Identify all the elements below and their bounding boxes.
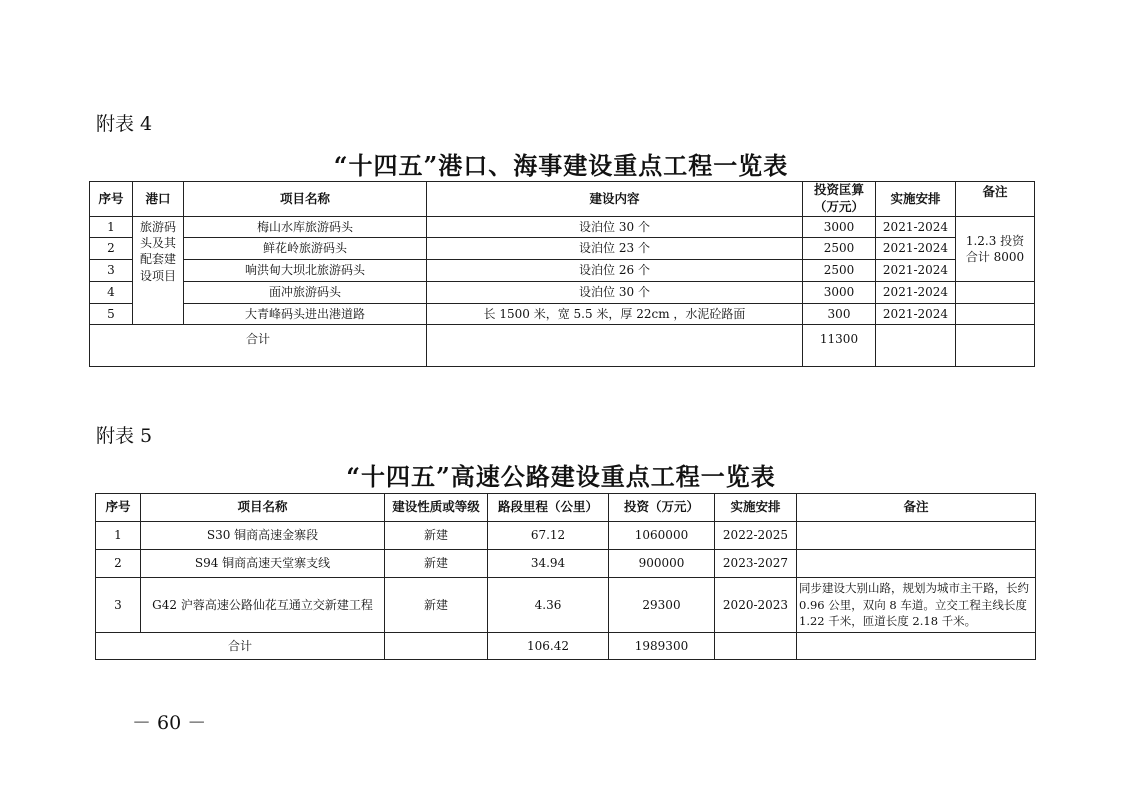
row-nature: 新建: [385, 550, 488, 578]
row-invest: 3000: [803, 282, 876, 304]
port-group-cell: 旅游码头及其配套建设项目: [133, 217, 184, 325]
row-seq: 5: [90, 304, 133, 325]
header-nature: 建设性质或等级: [385, 494, 488, 522]
header-content: 建设内容: [427, 182, 803, 217]
row-content: 设泊位 30 个: [427, 282, 803, 304]
total-note: [956, 325, 1035, 367]
annex-5-title: “十四五”高速公路建设重点工程一览表: [346, 462, 776, 491]
port-projects-table: [89, 181, 1035, 367]
row-nature: 新建: [385, 578, 488, 633]
header-name: 项目名称: [184, 182, 427, 217]
row-seq: 1: [96, 522, 141, 550]
table-row: [96, 578, 1036, 633]
header-schedule: 实施安排: [715, 494, 797, 522]
total-row: [90, 325, 1035, 367]
total-label: 合计: [90, 325, 427, 367]
header-note: 备注: [797, 494, 1036, 522]
row-invest: 2500: [803, 238, 876, 260]
table-row: [90, 304, 1035, 325]
row-invest: 29300: [609, 578, 715, 633]
header-name: 项目名称: [141, 494, 385, 522]
table-row: [90, 282, 1035, 304]
table-header-row: [96, 494, 1036, 522]
table-row: [90, 217, 1035, 238]
row-schedule: 2023-2027: [715, 550, 797, 578]
total-invest: 1989300: [609, 633, 715, 660]
row-invest: 300: [803, 304, 876, 325]
row-schedule: 2021-2024: [876, 238, 956, 260]
total-invest: 11300: [803, 325, 876, 367]
row-note: [956, 282, 1035, 304]
row-seq: 1: [90, 217, 133, 238]
row-invest: 2500: [803, 260, 876, 282]
row-schedule: 2021-2024: [876, 304, 956, 325]
total-schedule: [876, 325, 956, 367]
row-length: 34.94: [488, 550, 609, 578]
row-content: 设泊位 26 个: [427, 260, 803, 282]
total-label: 合计: [96, 633, 385, 660]
header-note: 备注: [956, 182, 1035, 217]
row-seq: 4: [90, 282, 133, 304]
annex-4-label: 附表 4: [96, 113, 153, 135]
header-invest-line1: 投资匡算: [813, 182, 864, 198]
row-length: 67.12: [488, 522, 609, 550]
total-nature: [385, 633, 488, 660]
row-schedule: 2021-2024: [876, 260, 956, 282]
header-length: 路段里程（公里）: [488, 494, 609, 522]
row-schedule: 2021-2024: [876, 217, 956, 238]
row-seq: 2: [90, 238, 133, 260]
row-note: [797, 522, 1036, 550]
annex-4-title: “十四五”港口、海事建设重点工程一览表: [333, 151, 789, 180]
header-port: 港口: [133, 182, 184, 217]
row-name: 响洪甸大坝北旅游码头: [184, 260, 427, 282]
expressway-projects-table: [95, 493, 1036, 660]
table-row: [96, 522, 1036, 550]
row-name: 鲜花岭旅游码头: [184, 238, 427, 260]
row-name: 面冲旅游码头: [184, 282, 427, 304]
row-note: [956, 304, 1035, 325]
row-content: 设泊位 23 个: [427, 238, 803, 260]
table-row: [96, 550, 1036, 578]
row-name: 大青峰码头进出港道路: [184, 304, 427, 325]
header-seq: 序号: [96, 494, 141, 522]
total-schedule: [715, 633, 797, 660]
header-invest: [803, 182, 876, 217]
row-seq: 3: [96, 578, 141, 633]
row-invest: 900000: [609, 550, 715, 578]
row-content: 设泊位 30 个: [427, 217, 803, 238]
table-row: [90, 260, 1035, 282]
row-name: S94 铜商高速天堂寨支线: [141, 550, 385, 578]
row-note: 同步建设大别山路，规划为城市主干路，长约 0.96 公里，双向 8 车道。立交工程主线长度 1.22 千米，匝道长度 2.18 千米。: [797, 578, 1036, 633]
page-number: － 60 －: [132, 712, 207, 734]
total-note: [797, 633, 1036, 660]
row-schedule: 2020-2023: [715, 578, 797, 633]
row-schedule: 2021-2024: [876, 282, 956, 304]
total-length: 106.42: [488, 633, 609, 660]
table-row: [90, 238, 1035, 260]
row-seq: 2: [96, 550, 141, 578]
row-invest: 3000: [803, 217, 876, 238]
header-invest-line2: （万元）: [813, 199, 864, 214]
header-schedule: 实施安排: [876, 182, 956, 217]
row-name: 梅山水库旅游码头: [184, 217, 427, 238]
row-name: G42 沪蓉高速公路仙花互通立交新建工程: [141, 578, 385, 633]
total-content: [427, 325, 803, 367]
row-note: [797, 550, 1036, 578]
row-schedule: 2022-2025: [715, 522, 797, 550]
row-seq: 3: [90, 260, 133, 282]
header-invest: 投资（万元）: [609, 494, 715, 522]
header-seq: 序号: [90, 182, 133, 217]
row-invest: 1060000: [609, 522, 715, 550]
row-nature: 新建: [385, 522, 488, 550]
row-content: 长 1500 米，宽 5.5 米，厚 22cm ，水泥砼路面: [427, 304, 803, 325]
annex-5-label: 附表 5: [96, 425, 153, 447]
row-length: 4.36: [488, 578, 609, 633]
group-note-cell: 1.2.3 投资合计 8000: [956, 217, 1035, 282]
table-header-row: [90, 182, 1035, 217]
total-row: [96, 633, 1036, 660]
row-name: S30 铜商高速金寨段: [141, 522, 385, 550]
